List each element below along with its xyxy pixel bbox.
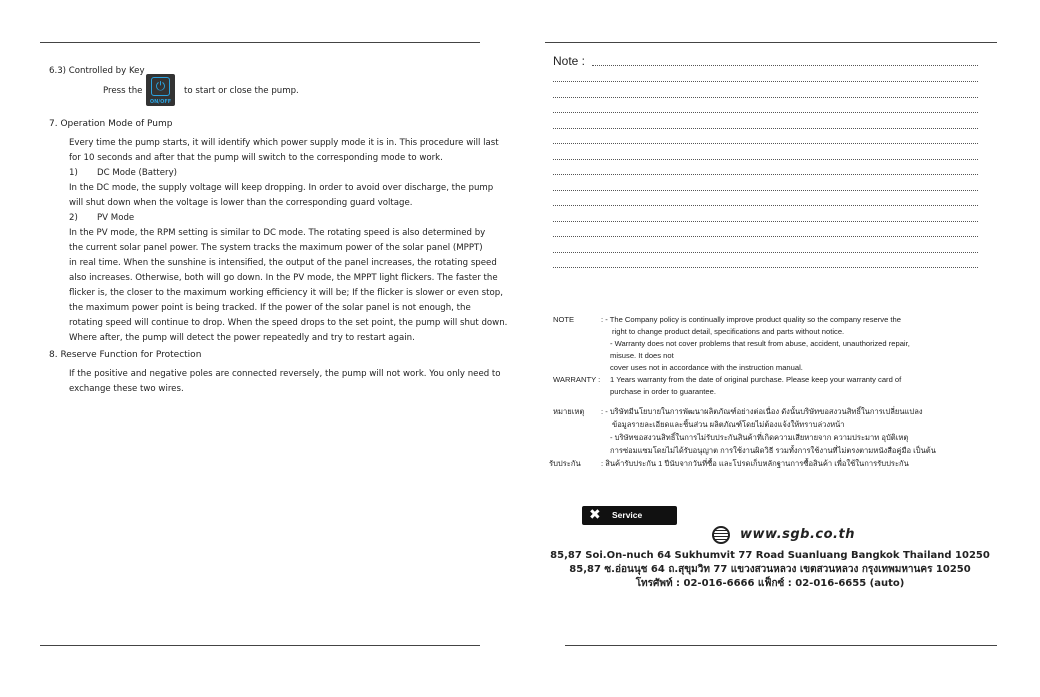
- s8-line: If the positive and negative poles are connected reversely, the pump will not work. You only need to: [69, 369, 501, 379]
- warranty-th-line: : สินค้ารับประกัน 1 ปีนับจากวันที่ซื้อ และโปรดเก็บหลักฐานการซื้อสินค้า เพื่อใช้ในการรับประกัน: [601, 459, 909, 468]
- bottom-rule-right: [565, 645, 997, 646]
- note-dotted-line: [553, 112, 978, 113]
- note-en-line: right to change product detail, specifications and parts without notice.: [612, 327, 845, 336]
- dc-line: will shut down when the voltage is lower than the corresponding guard voltage.: [69, 198, 413, 208]
- pv-line: in real time. When the sunshine is intensified, the output of the panel increases, the rotating speed: [69, 258, 497, 268]
- note-th-line: ข้อมูลรายละเอียดและชิ้นส่วน ผลิตภัณฑ์โดยไม่ต้องแจ้งให้ทราบล่วงหน้า: [612, 420, 845, 429]
- warranty-en-line: purchase in order to guarantee.: [610, 387, 716, 396]
- power-icon: ⏻: [151, 77, 170, 96]
- note-dotted-line: [553, 159, 978, 160]
- dc-title: DC Mode (Battery): [97, 168, 178, 178]
- on-off-key-image: [146, 74, 175, 106]
- globe-computer-icon: [712, 526, 730, 544]
- note-dotted-line: [553, 236, 978, 237]
- note-dotted-line: [553, 97, 978, 98]
- key-label: ON/OFF: [149, 99, 172, 105]
- note-dotted-line: [553, 81, 978, 82]
- website: www.sgb.co.th: [740, 527, 855, 542]
- dc-num: 1): [69, 168, 78, 178]
- pv-num: 2): [69, 213, 78, 223]
- note-dotted-first: [592, 65, 978, 66]
- note-en-line: : - The Company policy is continually improve product quality so the company reserve the: [601, 315, 901, 324]
- pv-line: the current solar panel power. The system tracks the maximum power of the solar panel (MPPT): [69, 243, 483, 253]
- address-th: 85,87 ซ.อ่อนนุช 64 ถ.สุขุมวิท 77 แขวงสวนหลวง เขตสวนหลวง กรุงเทพมหานคร 10250: [569, 564, 971, 575]
- top-rule-left: [40, 42, 480, 43]
- s7-line: Every time the pump starts, it will identify which power supply mode it is in. This procedure will last: [69, 138, 499, 148]
- pv-line: Where after, the pump will detect the power repeatedly and try to restart again.: [69, 333, 415, 343]
- note-title: Note :: [553, 54, 586, 68]
- note-en-line: - Warranty does not cover problems that result from abuse, accident, unauthorized repair,: [610, 339, 910, 348]
- address-en: 85,87 Soi.On-nuch 64 Sukhumvit 77 Road Suanluang Bangkok Thailand 10250: [550, 550, 990, 561]
- note-en-line: misuse. It does not: [610, 351, 674, 360]
- pv-title: PV Mode: [97, 213, 135, 223]
- pv-line: rotating speed will continue to drop. When the speed drops to the set point, the pump will shut down.: [69, 318, 508, 328]
- service-label: Service: [612, 510, 643, 520]
- note-dotted-line: [553, 267, 978, 268]
- s7-line: for 10 seconds and after that the pump will switch to the corresponding mode to work.: [69, 153, 443, 163]
- warranty-th-label: รับประกัน: [549, 459, 581, 468]
- pv-line: also increases. Otherwise, both will go down. In the PV mode, the MPPT light flickers. The faster the: [69, 273, 498, 283]
- pv-line: the maximum power point is being tracked. If the power of the solar panel is not enough, the: [69, 303, 471, 313]
- note-dotted-line: [553, 190, 978, 191]
- note-dotted-line: [553, 174, 978, 175]
- service-badge: [582, 506, 677, 525]
- section-6-3-heading: 6.3) Controlled by Key: [49, 66, 145, 76]
- note-dotted-line: [553, 252, 978, 253]
- tools-icon: ✖: [589, 507, 601, 523]
- note-en-line: cover uses not in accordance with the instruction manual.: [610, 363, 803, 372]
- pv-line: flicker is, the closer to the maximum working efficiency it will be; If the flicker is slower or even stop,: [69, 288, 503, 298]
- note-dotted-line: [553, 128, 978, 129]
- note-dotted-line: [553, 143, 978, 144]
- warranty-en-label: WARRANTY :: [553, 375, 601, 384]
- section-7-heading: 7. Operation Mode of Pump: [49, 119, 173, 129]
- note-th-line: : - บริษัทมีนโยบายในการพัฒนาผลิตภัณฑ์อย่างต่อเนื่อง ดังนั้นบริษัทขอสงวนสิทธิ์ในการเปลี่ยนแปลง: [601, 407, 923, 416]
- s8-line: exchange these two wires.: [69, 384, 184, 394]
- phone-fax: โทรศัพท์ : 02-016-6666 แฟ็กซ์ : 02-016-6655 (auto): [635, 578, 905, 589]
- press-text-after: to start or close the pump.: [184, 86, 299, 96]
- pv-line: In the PV mode, the RPM setting is similar to DC mode. The rotating speed is also determined by: [69, 228, 486, 238]
- top-rule-right: [545, 42, 997, 43]
- warranty-en-line: 1 Years warranty from the date of original purchase. Please keep your warranty card of: [610, 375, 902, 384]
- note-th-line: - บริษัทขอสงวนสิทธิ์ในการไม่รับประกันสินค้าที่เกิดความเสียหายจาก ความประมาท อุบัติเหตุ: [610, 433, 909, 442]
- note-dotted-line: [553, 221, 978, 222]
- bottom-rule-left: [40, 645, 480, 646]
- dc-line: In the DC mode, the supply voltage will keep dropping. In order to avoid over discharge, the pump: [69, 183, 494, 193]
- note-dotted-line: [553, 205, 978, 206]
- press-text-before: Press the: [103, 86, 143, 96]
- note-th-label: หมายเหตุ: [553, 407, 585, 416]
- note-th-line: การซ่อมแซมโดยไม่ได้รับอนุญาต การใช้งานผิดวิธี รวมทั้งการใช้งานที่ไม่ตรงตามหนังสือคู่มือ เป็นต้น: [610, 446, 936, 455]
- section-8-heading: 8. Reserve Function for Protection: [49, 350, 202, 360]
- note-en-label: NOTE: [553, 315, 575, 324]
